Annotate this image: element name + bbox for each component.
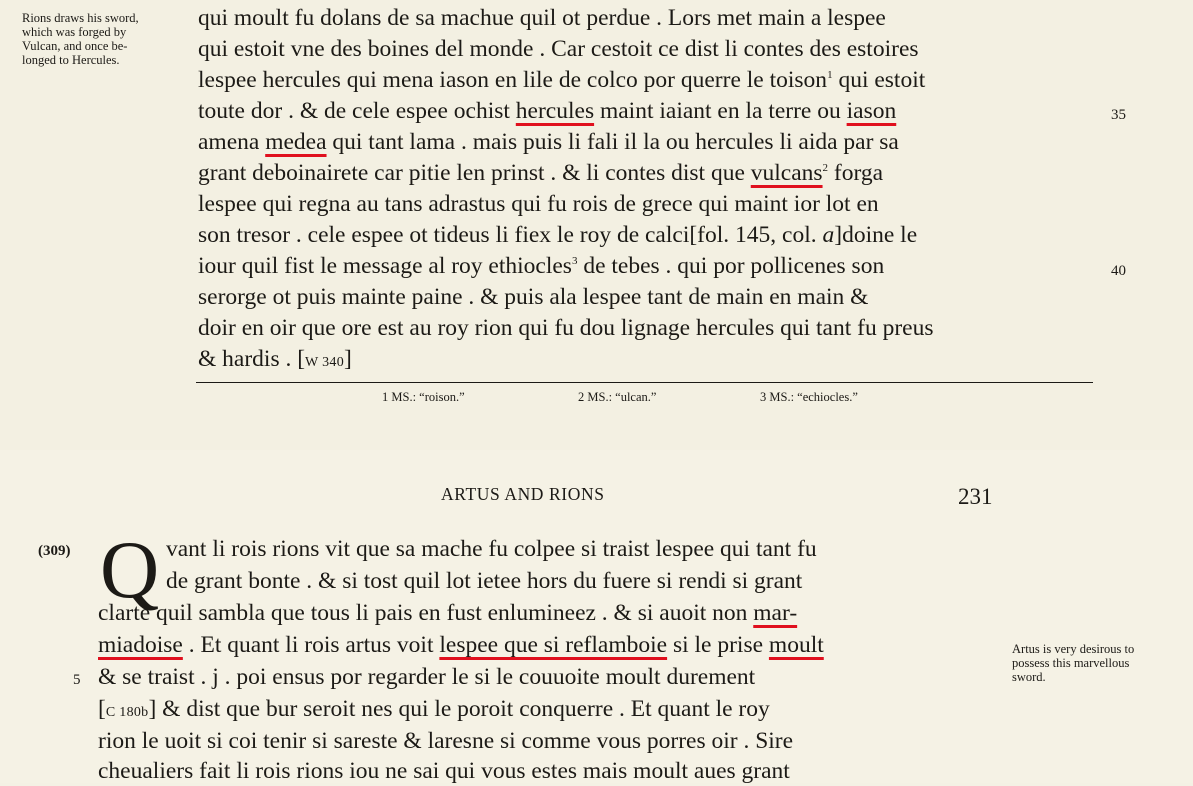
manuscript-ref: W 340 bbox=[305, 355, 345, 370]
text-line bbox=[98, 756, 790, 786]
text-seg: lespee qui regna au tans adrastus qui fu rois de grece qui maint ior lot en bbox=[198, 191, 879, 217]
text-seg: qui estoit bbox=[832, 67, 926, 93]
text-line bbox=[198, 220, 917, 250]
text-seg: ] & dist que bur seroit nes qui le poroit conquerre . Et quant le roy bbox=[148, 696, 770, 722]
line-number: 5 bbox=[73, 672, 81, 688]
page-number: 231 bbox=[958, 484, 993, 509]
text-seg: cheualiers fait li rois rions iou ne sai qui vous estes mais moult aues grant bbox=[98, 758, 790, 784]
footnote-rule bbox=[196, 382, 1093, 383]
footnote-marker: 1 bbox=[827, 69, 833, 82]
text-seg: grant deboinairete car pitie len prinst . & li contes dist que bbox=[198, 160, 751, 186]
side-note-line: possess this marvellous bbox=[1012, 656, 1130, 670]
text-seg: rion le uoit si coi tenir si sareste & laresne si comme vous porres oir . Sire bbox=[98, 728, 794, 754]
text-seg: de grant bonte . & si tost quil lot ietee hors du fuere si rendi si grant bbox=[166, 568, 803, 594]
text-seg: qui estoit vne des boines del monde . Car cestoit ce dist li contes des estoires bbox=[198, 36, 919, 62]
text-line bbox=[198, 282, 868, 312]
text-line bbox=[198, 96, 896, 126]
side-note-line: sword. bbox=[1012, 670, 1046, 684]
highlight-iason: iason bbox=[846, 98, 897, 124]
footnote-marker: 3 bbox=[571, 255, 578, 268]
line-number: 35 bbox=[1111, 107, 1126, 123]
footnote-marker: 2 bbox=[822, 162, 829, 175]
side-note-line: Rions draws his sword, bbox=[22, 11, 139, 25]
side-note-line: which was forged by bbox=[22, 25, 127, 39]
drop-cap: Q bbox=[100, 524, 160, 615]
text-seg: maint iaiant en la terre ou bbox=[594, 98, 847, 124]
side-note-line: Vulcan, and once be- bbox=[22, 39, 128, 53]
text-line bbox=[198, 313, 933, 343]
text-seg: vant li rois rions vit que sa mache fu colpee si traist lespee qui tant fu bbox=[166, 536, 817, 562]
footnote: 2 MS.: “ulcan.” bbox=[578, 390, 657, 404]
text-line bbox=[98, 662, 755, 692]
text-seg: ] bbox=[344, 346, 352, 372]
text-seg: . Et quant li rois artus voit bbox=[182, 632, 440, 658]
text-line bbox=[98, 630, 824, 660]
text-seg: lespee hercules qui mena iason en lile de colco por querre le toison bbox=[198, 67, 828, 93]
text-seg: ]doine le bbox=[834, 222, 918, 248]
lower-page bbox=[0, 450, 1193, 783]
highlight-vulcans: vulcans bbox=[750, 160, 823, 186]
text-seg: son tresor . cele espee ot tideus li fiex le roy de calci[fol. 145, col. bbox=[198, 222, 823, 248]
line-number: 40 bbox=[1111, 263, 1126, 279]
text-line bbox=[198, 251, 884, 281]
highlight-hercules: hercules bbox=[515, 98, 595, 124]
text-seg: [ bbox=[98, 696, 106, 722]
text-seg: si le prise bbox=[667, 632, 769, 658]
text-seg-italic: a bbox=[822, 222, 835, 248]
highlight-moult: moult bbox=[768, 632, 824, 658]
text-line bbox=[98, 598, 797, 628]
text-line bbox=[198, 65, 925, 95]
text-seg: & hardis . [ bbox=[198, 346, 306, 372]
running-head: ARTUS AND RIONS bbox=[441, 484, 605, 504]
text-line bbox=[166, 566, 802, 596]
text-seg: de tebes . qui por pollicenes son bbox=[577, 253, 885, 279]
side-note bbox=[1012, 642, 1134, 684]
text-seg: amena bbox=[198, 129, 266, 155]
text-line bbox=[198, 344, 352, 378]
text-seg: doir en oir que ore est au roy rion qui fu dou lignage hercules qui tant fu preus bbox=[198, 315, 934, 341]
text-line bbox=[98, 694, 770, 728]
text-seg: qui moult fu dolans de sa machue quil ot perdue . Lors met main a lespee bbox=[198, 5, 886, 31]
text-line bbox=[198, 158, 883, 188]
text-seg: clarte quil sambla que tous li pais en fust enlumineez . & si auoit non bbox=[98, 600, 754, 626]
highlight-medea: medea bbox=[265, 129, 327, 155]
text-seg: qui tant lama . mais puis li fali il la ou hercules li aida par sa bbox=[326, 129, 899, 155]
highlight-reflamboie: lespee que si reflamboie bbox=[439, 632, 668, 658]
text-seg: serorge ot puis mainte paine . & puis ala lespee tant de main en main & bbox=[198, 284, 869, 310]
text-line bbox=[198, 34, 919, 64]
side-note bbox=[22, 11, 139, 67]
side-note-line: Artus is very desirous to bbox=[1012, 642, 1135, 656]
paragraph-number: (309) bbox=[38, 543, 71, 559]
manuscript-ref: C 180b bbox=[105, 705, 149, 720]
text-seg: & se traist . j . poi ensus por regarder le si le couuoite moult durement bbox=[98, 664, 756, 690]
side-note-line: longed to Hercules. bbox=[22, 53, 120, 67]
text-seg: forga bbox=[828, 160, 884, 186]
footnote: 1 MS.: “roison.” bbox=[382, 390, 465, 404]
text-line bbox=[98, 726, 793, 756]
highlight-marmiadoise: mar- bbox=[753, 600, 798, 626]
text-line bbox=[166, 534, 817, 564]
text-line bbox=[198, 3, 886, 33]
text-seg: toute dor . & de cele espee ochist bbox=[198, 98, 516, 124]
text-seg: iour quil fist le message al roy ethiocles bbox=[198, 253, 572, 279]
footnote: 3 MS.: “echiocles.” bbox=[760, 390, 858, 404]
text-line bbox=[198, 189, 879, 219]
highlight-marmiadoise: miadoise bbox=[98, 632, 183, 658]
text-line bbox=[198, 127, 899, 157]
